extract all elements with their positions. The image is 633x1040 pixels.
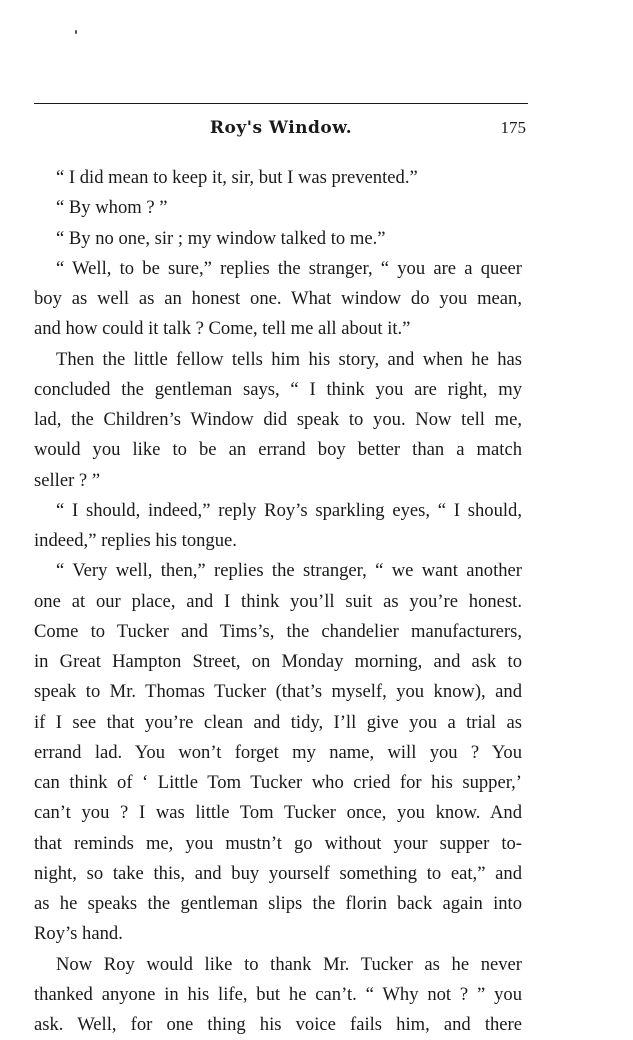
text-line: “ I should, indeed,” reply Roy’s sparkling eyes, “ I should, [56, 499, 522, 521]
text-line: ask. Well, for one thing his voice fails him, and there [34, 1014, 522, 1035]
ink-speck [75, 30, 77, 34]
text-line: would you like to be an errand boy better than a match [34, 439, 522, 461]
text-line: night, so take this, and buy yourself something to eat,” and [34, 862, 522, 884]
text-line: “ Well, to be sure,” replies the stranger, “ you are a queer [56, 257, 522, 279]
text-line: speak to Mr. Thomas Tucker (that’s myself, you know), and [34, 681, 522, 703]
text-line: thanked anyone in his life, but he can’t. “ Why not ? ” you [34, 983, 522, 1005]
text-line: boy as well as an honest one. What window do you mean, [34, 288, 522, 309]
text-line: Come to Tucker and Tims’s, the chandelier manufacturers, [34, 620, 522, 642]
text-line: “ By no one, sir ; my window talked to me.” [56, 227, 386, 249]
text-line: seller ? ” [34, 469, 101, 491]
running-head [34, 113, 528, 143]
text-line: indeed,” replies his tongue. [34, 530, 237, 551]
text-line: as he speaks the gentleman slips the florin back again into [34, 893, 522, 914]
text-line: that reminds me, you mustn’t go without your supper to- [34, 832, 522, 854]
text-line: concluded the gentleman says, “ I think you are right, my [34, 378, 522, 400]
text-line: “ I did mean to keep it, sir, but I was prevented.” [56, 167, 418, 188]
text-line: errand lad. You won’t forget my name, will you ? You [34, 741, 522, 763]
text-line: can’t you ? I was little Tom Tucker once, you know. And [34, 802, 522, 824]
text-line: lad, the Children’s Window did speak to you. Now tell me, [34, 409, 522, 430]
running-title: Roy's Window. [209, 118, 353, 138]
text-line: Then the little fellow tells him his story, and when he has [56, 348, 522, 370]
text-line: one at our place, and I think you’ll suit as you’re honest. [34, 590, 522, 612]
text-line: in Great Hampton Street, on Monday morning, and ask to [34, 651, 522, 672]
text-line: “ Very well, then,” replies the stranger, “ we want another [56, 560, 522, 582]
text-line: “ By whom ? ” [56, 197, 168, 219]
text-line: can think of ‘ Little Tom Tucker who cried for his supper,’ [34, 772, 522, 793]
header-rule [34, 103, 528, 104]
text-line: and how could it talk ? Come, tell me all about it.” [34, 318, 411, 340]
page-number: 175 [500, 118, 526, 137]
text-line: Roy’s hand. [34, 923, 123, 945]
body-text [34, 163, 522, 1040]
text-line: Now Roy would like to thank Mr. Tucker as he never [56, 953, 522, 975]
text-line: if I see that you’re clean and tidy, I’ll give you a trial as [34, 711, 522, 733]
